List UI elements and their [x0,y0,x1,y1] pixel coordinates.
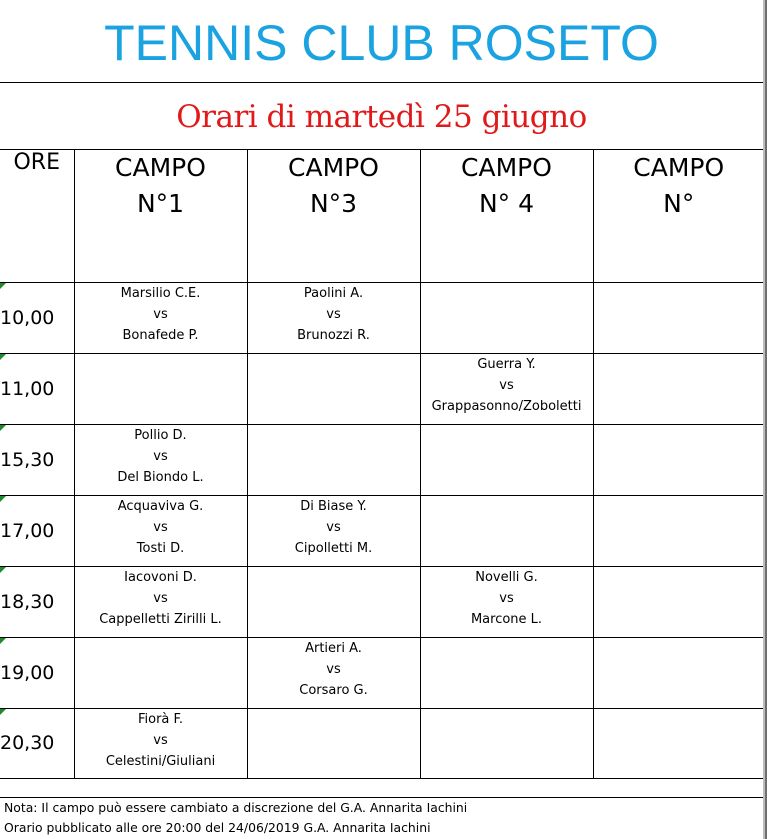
versus-label: vs [326,661,341,677]
player-one: Acquaviva G. [117,498,204,514]
match-cell[interactable] [247,282,420,353]
versus-label: vs [499,377,514,393]
versus-label: vs [153,732,168,748]
time-label: 18,30 [0,590,55,613]
match-cell[interactable] [74,495,247,566]
time-slot-cell[interactable] [0,424,74,495]
player-two: Cipolletti M. [294,540,373,556]
player-one: Artieri A. [305,640,362,656]
note-court-change: Nota: Il campo può essere cambiato a discrezione del G.A. Annarita Iachini [4,800,468,815]
empty-cell[interactable] [74,637,247,708]
match-cell[interactable] [247,637,420,708]
table-row [0,282,764,353]
empty-cell[interactable] [420,495,593,566]
cell-marker-icon [0,354,6,360]
court-header-label: CAMPO [633,153,725,182]
empty-cell[interactable] [247,424,420,495]
table-row [0,353,764,424]
empty-cell[interactable] [420,637,593,708]
time-slot-cell[interactable] [0,495,74,566]
versus-label: vs [326,519,341,535]
time-label: 20,30 [0,732,55,754]
court-header-label: CAMPO [115,153,206,182]
player-two: Cappelletti Zirilli L. [99,611,222,627]
empty-cell[interactable] [593,424,764,495]
time-label: 10,00 [0,306,55,329]
match-cell[interactable] [74,566,247,637]
match-cell[interactable] [74,708,247,778]
cell-marker-icon [0,638,6,644]
player-one: Guerra Y. [477,356,536,372]
empty-cell[interactable] [420,708,593,778]
table-row [0,424,764,495]
versus-label: vs [153,590,168,606]
empty-cell[interactable] [247,353,420,424]
court-header-number: N° 4 [478,189,535,218]
versus-label: vs [153,448,168,464]
empty-cell[interactable] [593,353,764,424]
empty-cell[interactable] [74,353,247,424]
empty-cell[interactable] [593,495,764,566]
match-cell[interactable] [74,424,247,495]
time-slot-cell[interactable] [0,566,74,637]
versus-label: vs [326,306,341,322]
time-label: 11,00 [0,377,55,400]
match-cell[interactable] [420,566,593,637]
player-two: Tosti D. [136,540,185,556]
versus-label: vs [499,590,514,606]
table-row [0,495,764,566]
time-slot-cell[interactable] [0,353,74,424]
player-one: Di Biase Y. [300,498,367,514]
player-two: Brunozzi R. [297,327,370,343]
empty-cell[interactable] [420,424,593,495]
empty-cell[interactable] [593,708,764,778]
court-header-number: N°3 [309,189,358,218]
player-one: Iacovoni D. [124,569,197,585]
court-header-label: CAMPO [461,153,552,182]
court-header-3 [247,150,420,282]
time-slot-cell[interactable] [0,282,74,353]
table-row [0,566,764,637]
schedule-date-title: Orari di martedì 25 giugno [0,83,763,150]
player-one: Fiorà F. [137,711,184,727]
empty-cell[interactable] [593,566,764,637]
table-row [0,708,764,778]
cell-marker-icon [0,567,6,573]
player-one: Marsilio C.E. [120,285,201,301]
cell-marker-icon [0,283,6,289]
match-cell[interactable] [74,282,247,353]
player-one: Novelli G. [475,569,538,585]
note-published-time: Orario pubblicato alle ore 20:00 del 24/06/2019 G.A. Annarita Iachini [4,820,431,835]
player-one: Paolini A. [303,285,364,301]
cell-marker-icon [0,425,6,431]
table-header-row [0,150,764,282]
player-one: Pollio D. [134,427,187,443]
cell-marker-icon [0,709,6,715]
player-two: Marcone L. [470,611,543,627]
player-two: Del Biondo L. [117,469,204,485]
time-label: 15,30 [0,448,55,471]
court-header-1 [74,150,247,282]
player-two: Celestini/Giuliani [105,753,216,769]
time-column-header: ORE [0,150,74,282]
player-two: Grappasonno/Zoboletti [431,398,582,414]
empty-cell[interactable] [420,282,593,353]
time-slot-cell[interactable] [0,637,74,708]
court-schedule-table [0,150,764,779]
match-cell[interactable] [247,495,420,566]
time-label: 17,00 [0,519,55,542]
table-row [0,637,764,708]
court-header-blank [593,150,764,282]
empty-cell[interactable] [593,637,764,708]
court-header-4 [420,150,593,282]
court-header-number: N°1 [136,189,185,218]
player-two: Bonafede P. [122,327,199,343]
empty-cell[interactable] [593,282,764,353]
match-cell[interactable] [420,353,593,424]
empty-cell[interactable] [247,566,420,637]
versus-label: vs [153,519,168,535]
player-two: Corsaro G. [299,682,368,698]
court-header-number: N° [663,189,695,218]
court-header-label: CAMPO [288,153,379,182]
empty-cell[interactable] [247,708,420,778]
cell-marker-icon [0,496,6,502]
versus-label: vs [153,306,168,322]
time-slot-cell[interactable] [0,708,74,778]
club-name-title: TENNIS CLUB ROSETO [0,0,763,83]
time-label: 19,00 [0,661,55,684]
notes-footer [0,797,763,839]
